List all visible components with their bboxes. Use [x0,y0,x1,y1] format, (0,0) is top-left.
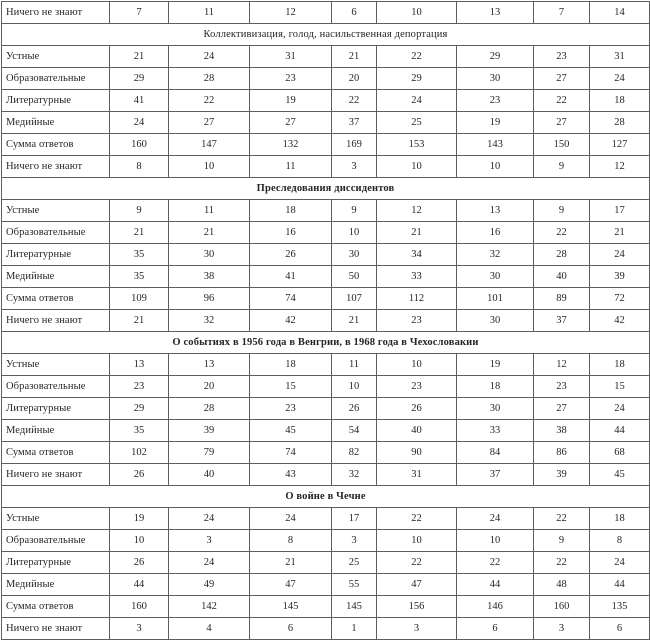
table-cell: 9 [534,530,590,552]
table-cell: 28 [169,398,250,420]
table-cell: 21 [110,310,169,332]
table-cell: 16 [250,222,332,244]
table-cell: 48 [534,574,590,596]
table-cell: 101 [457,288,534,310]
table-cell: 29 [110,68,169,90]
table-cell: 21 [250,552,332,574]
table-cell: 21 [332,46,377,68]
table-cell: 6 [250,618,332,640]
table-cell: 107 [332,288,377,310]
table-cell: 112 [377,288,457,310]
table-cell: 24 [169,552,250,574]
table-cell: 11 [169,2,250,24]
table-cell: 89 [534,288,590,310]
table-cell: 29 [377,68,457,90]
table-cell: 9 [534,156,590,178]
table-cell: 153 [377,134,457,156]
table-cell: 14 [590,2,650,24]
table-cell: 6 [590,618,650,640]
table-cell: 10 [169,156,250,178]
table-cell: 160 [110,134,169,156]
table-cell: 10 [377,2,457,24]
table-cell: 160 [534,596,590,618]
table-cell: 29 [457,46,534,68]
table-cell: 21 [590,222,650,244]
statistics-table [1,1,650,640]
table-cell: 143 [457,134,534,156]
row-label: Ничего не знают [2,618,110,640]
table-cell: 35 [110,266,169,288]
table-cell: 17 [590,200,650,222]
table-cell: 147 [169,134,250,156]
row-label: Медийные [2,266,110,288]
row-label: Сумма ответов [2,134,110,156]
table-cell: 40 [377,420,457,442]
row-label: Литературные [2,90,110,112]
table-cell: 10 [332,376,377,398]
row-label: Литературные [2,398,110,420]
table-row [2,354,650,376]
table-row [2,376,650,398]
table-cell: 160 [110,596,169,618]
table-cell: 29 [110,398,169,420]
table-cell: 22 [534,508,590,530]
table-row [2,596,650,618]
table-cell: 169 [332,134,377,156]
table-cell: 19 [457,354,534,376]
table-cell: 20 [332,68,377,90]
table-cell: 20 [169,376,250,398]
table-cell: 6 [457,618,534,640]
table-cell: 47 [377,574,457,596]
table-cell: 102 [110,442,169,464]
table-cell: 16 [457,222,534,244]
table-row [2,398,650,420]
table-cell: 44 [457,574,534,596]
table-cell: 28 [169,68,250,90]
table-row [2,68,650,90]
table-cell: 13 [457,2,534,24]
table-cell: 21 [110,222,169,244]
table-cell: 45 [590,464,650,486]
table-cell: 22 [377,552,457,574]
table-cell: 30 [457,266,534,288]
table-row [2,310,650,332]
table-row [2,112,650,134]
table-cell: 23 [110,376,169,398]
row-label: Ничего не знают [2,2,110,24]
table-cell: 45 [250,420,332,442]
table-cell: 8 [250,530,332,552]
table-cell: 10 [377,354,457,376]
table-cell: 18 [250,200,332,222]
table-cell: 37 [457,464,534,486]
table-cell: 7 [110,2,169,24]
table-cell: 21 [377,222,457,244]
table-cell: 84 [457,442,534,464]
table-cell: 22 [534,90,590,112]
table-cell: 21 [332,310,377,332]
row-label: Сумма ответов [2,288,110,310]
table-row [2,2,650,24]
row-label: Устные [2,354,110,376]
table-cell: 74 [250,288,332,310]
table-cell: 55 [332,574,377,596]
table-cell: 24 [590,552,650,574]
table-cell: 3 [377,618,457,640]
table-cell: 30 [457,398,534,420]
table-cell: 35 [110,244,169,266]
table-cell: 22 [169,90,250,112]
table-cell: 27 [534,112,590,134]
table-cell: 24 [377,90,457,112]
table-row [2,134,650,156]
table-cell: 12 [534,354,590,376]
table-cell: 12 [590,156,650,178]
table-cell: 34 [377,244,457,266]
row-label: Образовательные [2,68,110,90]
table-cell: 3 [110,618,169,640]
table-cell: 24 [169,46,250,68]
section-header-row [2,486,650,508]
table-cell: 24 [169,508,250,530]
table-cell: 22 [332,90,377,112]
table-row [2,618,650,640]
table-cell: 22 [377,508,457,530]
table-cell: 23 [457,90,534,112]
table-cell: 25 [377,112,457,134]
table-cell: 10 [332,222,377,244]
table-cell: 18 [590,508,650,530]
section-title: Преследования диссидентов [2,178,650,200]
table-cell: 33 [457,420,534,442]
table-cell: 11 [332,354,377,376]
table-cell: 33 [377,266,457,288]
table-cell: 40 [169,464,250,486]
table-cell: 35 [110,420,169,442]
table-cell: 18 [250,354,332,376]
table-cell: 10 [110,530,169,552]
table-cell: 30 [169,244,250,266]
table-cell: 82 [332,442,377,464]
table-cell: 40 [534,266,590,288]
table-cell: 79 [169,442,250,464]
table-row [2,530,650,552]
table-cell: 10 [457,530,534,552]
table-cell: 26 [250,244,332,266]
table-row [2,156,650,178]
table-cell: 31 [377,464,457,486]
row-label: Медийные [2,112,110,134]
table-cell: 146 [457,596,534,618]
table-cell: 38 [534,420,590,442]
table-cell: 28 [590,112,650,134]
table-cell: 47 [250,574,332,596]
table-row [2,464,650,486]
section-title: О событиях в 1956 года в Венгрии, в 1968 года в Чехословакии [2,332,650,354]
table-cell: 19 [250,90,332,112]
section-header-row [2,24,650,46]
table-cell: 43 [250,464,332,486]
table-cell: 12 [250,2,332,24]
table-cell: 18 [590,354,650,376]
table-cell: 32 [169,310,250,332]
table-row [2,222,650,244]
table-cell: 9 [332,200,377,222]
row-label: Ничего не знают [2,310,110,332]
table-cell: 24 [590,244,650,266]
table-cell: 24 [110,112,169,134]
table-cell: 3 [169,530,250,552]
table-cell: 25 [332,552,377,574]
table-cell: 24 [590,68,650,90]
table-cell: 32 [457,244,534,266]
row-label: Медийные [2,420,110,442]
table-cell: 15 [250,376,332,398]
section-header-row [2,332,650,354]
table-cell: 39 [169,420,250,442]
table-cell: 32 [332,464,377,486]
table-cell: 42 [250,310,332,332]
table-cell: 90 [377,442,457,464]
table-cell: 11 [169,200,250,222]
table-cell: 21 [110,46,169,68]
row-label: Образовательные [2,530,110,552]
table-cell: 10 [457,156,534,178]
table-row [2,288,650,310]
table-cell: 4 [169,618,250,640]
table-sheet [0,1,650,634]
row-label: Образовательные [2,222,110,244]
table-cell: 39 [534,464,590,486]
table-cell: 3 [332,156,377,178]
section-title: О войне в Чечне [2,486,650,508]
table-row [2,420,650,442]
table-cell: 22 [377,46,457,68]
row-label: Устные [2,46,110,68]
table-cell: 50 [332,266,377,288]
table-cell: 37 [534,310,590,332]
table-cell: 72 [590,288,650,310]
table-cell: 30 [457,68,534,90]
table-cell: 22 [457,552,534,574]
row-label: Образовательные [2,376,110,398]
table-cell: 7 [534,2,590,24]
row-label: Медийные [2,574,110,596]
table-cell: 10 [377,530,457,552]
table-cell: 21 [169,222,250,244]
table-cell: 6 [332,2,377,24]
section-header-row [2,178,650,200]
table-row [2,508,650,530]
table-cell: 135 [590,596,650,618]
table-body [2,2,650,640]
table-cell: 28 [534,244,590,266]
table-cell: 30 [332,244,377,266]
table-cell: 1 [332,618,377,640]
table-cell: 96 [169,288,250,310]
table-cell: 13 [110,354,169,376]
table-cell: 31 [250,46,332,68]
table-cell: 11 [250,156,332,178]
table-row [2,266,650,288]
table-cell: 145 [250,596,332,618]
table-cell: 24 [590,398,650,420]
table-cell: 22 [534,222,590,244]
table-row [2,244,650,266]
table-cell: 156 [377,596,457,618]
table-cell: 44 [110,574,169,596]
table-cell: 22 [534,552,590,574]
table-cell: 109 [110,288,169,310]
table-cell: 23 [534,376,590,398]
table-cell: 3 [332,530,377,552]
table-cell: 26 [110,552,169,574]
row-label: Устные [2,200,110,222]
table-cell: 23 [377,310,457,332]
table-row [2,574,650,596]
table-cell: 23 [534,46,590,68]
table-cell: 44 [590,420,650,442]
row-label: Сумма ответов [2,442,110,464]
table-cell: 9 [534,200,590,222]
table-cell: 24 [457,508,534,530]
table-cell: 49 [169,574,250,596]
table-row [2,46,650,68]
table-cell: 27 [169,112,250,134]
table-row [2,90,650,112]
table-cell: 26 [110,464,169,486]
table-cell: 42 [590,310,650,332]
table-cell: 13 [169,354,250,376]
table-cell: 19 [457,112,534,134]
table-cell: 38 [169,266,250,288]
row-label: Ничего не знают [2,156,110,178]
table-cell: 44 [590,574,650,596]
table-cell: 27 [250,112,332,134]
table-cell: 41 [250,266,332,288]
table-cell: 41 [110,90,169,112]
row-label: Ничего не знают [2,464,110,486]
table-cell: 54 [332,420,377,442]
table-cell: 68 [590,442,650,464]
table-cell: 127 [590,134,650,156]
table-cell: 150 [534,134,590,156]
table-cell: 27 [534,68,590,90]
table-cell: 132 [250,134,332,156]
table-cell: 18 [457,376,534,398]
table-row [2,442,650,464]
table-cell: 23 [377,376,457,398]
row-label: Литературные [2,244,110,266]
table-cell: 145 [332,596,377,618]
table-cell: 12 [377,200,457,222]
table-cell: 30 [457,310,534,332]
table-cell: 13 [457,200,534,222]
table-cell: 31 [590,46,650,68]
table-cell: 9 [110,200,169,222]
table-cell: 74 [250,442,332,464]
row-label: Устные [2,508,110,530]
table-cell: 8 [110,156,169,178]
table-cell: 17 [332,508,377,530]
section-title: Коллективизация, голод, насильственная депортация [2,24,650,46]
table-cell: 8 [590,530,650,552]
table-cell: 26 [332,398,377,420]
table-cell: 37 [332,112,377,134]
table-cell: 142 [169,596,250,618]
table-cell: 86 [534,442,590,464]
table-cell: 10 [377,156,457,178]
table-cell: 23 [250,68,332,90]
table-cell: 19 [110,508,169,530]
table-cell: 39 [590,266,650,288]
table-cell: 24 [250,508,332,530]
table-cell: 18 [590,90,650,112]
table-cell: 27 [534,398,590,420]
table-cell: 15 [590,376,650,398]
table-row [2,200,650,222]
table-cell: 3 [534,618,590,640]
row-label: Литературные [2,552,110,574]
table-cell: 23 [250,398,332,420]
row-label: Сумма ответов [2,596,110,618]
table-row [2,552,650,574]
table-cell: 26 [377,398,457,420]
